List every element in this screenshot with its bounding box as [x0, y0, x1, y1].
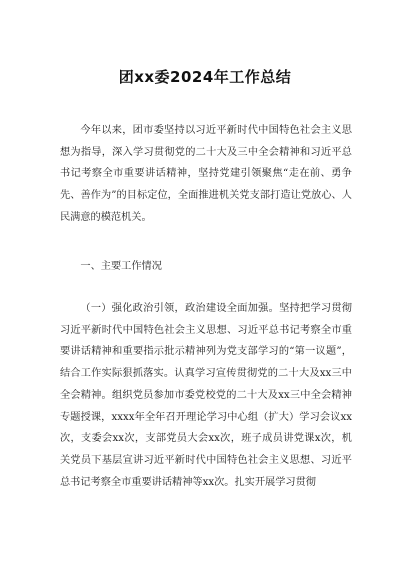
section-paragraph: （一）强化政治引领，政治建设全面加强。坚持把学习贯彻习近平新时代中国特色社会主义思想、习近平总书记考察全市重要讲话精神和重要指示批示精神列为党支部学习的“第一议题”，结合工作实际狠抓落实。认真学习宣传贯彻党的二十大及xx三中全会精神。组织党员参加市委党校党的二十大及xx三中全会精神专题授课，xxxx年全年召开理论学习中心组（扩大）学习会议xx次，支委会xx次，支部党员大会xx次，班子成员讲党课x次，机关党员下基层宣讲习近平新时代中国特色社会主义思想、习近平总书记考察全市重要讲话精神等xx次。扎实开展学习贯彻 [60, 303, 352, 488]
document-title: 团xx委2024年工作总结 [118, 68, 292, 86]
section-heading: 一、主要工作情况 [80, 261, 162, 272]
intro-paragraph: 今年以来，团市委坚持以习近平新时代中国特色社会主义思想为指导，深入学习贯彻党的二十大及三中全会精神和习近平总书记考察全市重要讲话精神，坚持党建引领聚焦“走在前、勇争先、善作为”的目标定位，全面推进机关党支部打造让党放心、人民满意的模范机关。 [60, 125, 352, 223]
